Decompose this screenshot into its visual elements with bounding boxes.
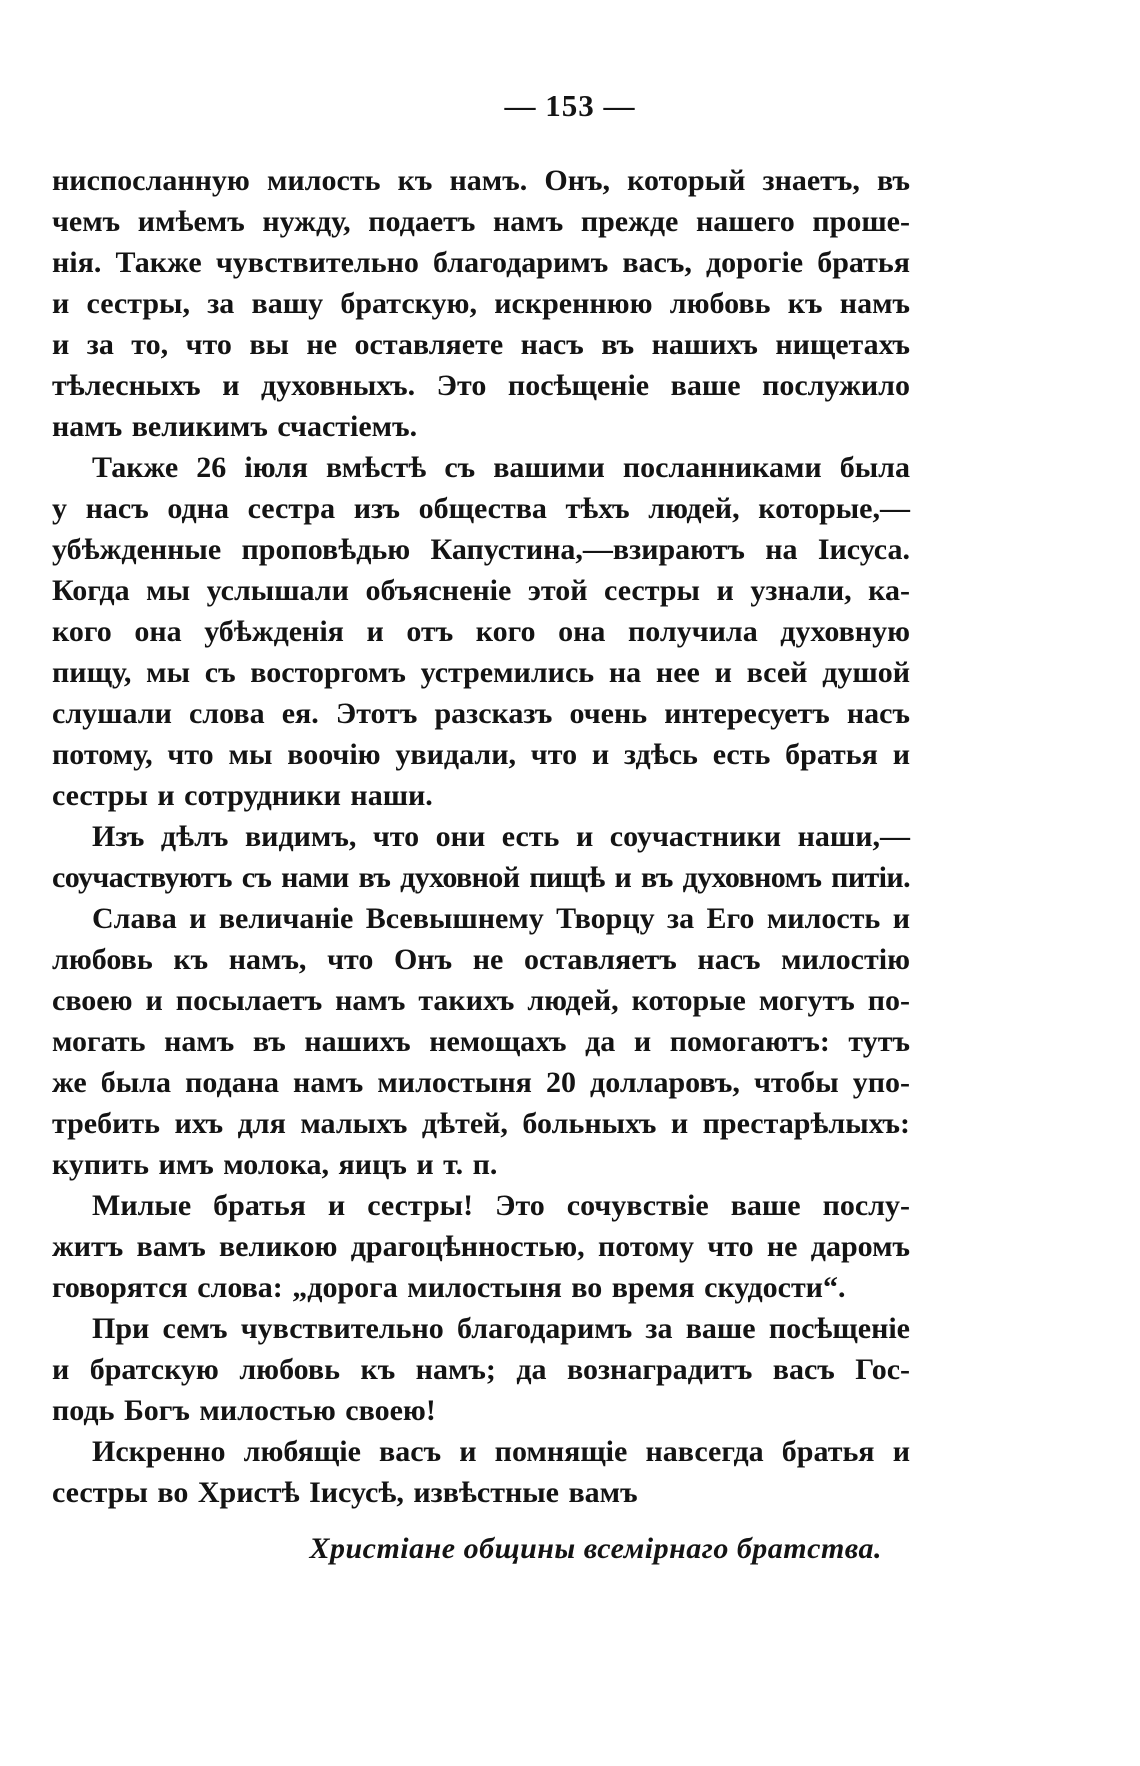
text-line: тѣлесныхъ и духовныхъ. Это посѣщеніе ваше послужило (52, 369, 910, 402)
paragraph-4 (52, 898, 910, 1185)
text-line: слушали слова ея. Этотъ разсказъ очень интересуетъ насъ (52, 697, 910, 730)
text-line: Милые братья и сестры! Это сочувствіе ваше послу- (92, 1189, 910, 1222)
paragraph-7 (52, 1431, 910, 1513)
text-line: же была подана намъ милостыня 20 долларовъ, чтобы упо- (52, 1066, 910, 1099)
text-line: купить имъ молока, яицъ и т. п. (52, 1148, 498, 1181)
text-line: убѣжденные проповѣдью Капустина,—взираютъ на Іисуса. (52, 533, 910, 566)
text-line: требить ихъ для малыхъ дѣтей, больныхъ и престарѣлыхъ: (52, 1107, 910, 1140)
paragraph-5 (52, 1185, 910, 1308)
text-line: сестры во Христѣ Іисусѣ, извѣстные вамъ (52, 1476, 638, 1509)
text-line: сестры и сотрудники наши. (52, 779, 433, 812)
text-line: При семъ чувствительно благодаримъ за ваше посѣщеніе (92, 1312, 910, 1345)
text-line: житъ вамъ великою драгоцѣнностью, потому что не даромъ (52, 1230, 910, 1263)
paragraph-1 (52, 160, 910, 447)
text-line: говорятся слова: „дорога милостыня во время скудости“. (52, 1271, 846, 1304)
text-line: пищу, мы съ восторгомъ устремились на нее и всей душой (52, 656, 910, 689)
paragraph-6 (52, 1308, 910, 1431)
text-line: у насъ одна сестра изъ общества тѣхъ людей, которые,— (52, 492, 910, 525)
text-line: своею и посылаетъ намъ такихъ людей, которые могутъ по- (52, 984, 910, 1017)
text-line: чемъ имѣемъ нужду, подаетъ намъ прежде нашего проше- (52, 205, 910, 238)
text-line: намъ великимъ счастіемъ. (52, 410, 418, 443)
paragraph-3 (52, 816, 910, 898)
text-line: Искренно любящіе васъ и помнящіе навсегда братья и (92, 1435, 910, 1468)
text-line: и братскую любовь къ намъ; да вознаградитъ васъ Гос- (52, 1353, 910, 1386)
text-line: Изъ дѣлъ видимъ, что они есть и соучастники наши,— (92, 820, 910, 853)
text-line: и сестры, за вашу братскую, искреннюю любовь къ намъ (52, 287, 910, 320)
text-line: ниспосланную милость къ намъ. Онъ, который знаетъ, въ (52, 164, 910, 197)
text-line: и за то, что вы не оставляете насъ въ нашихъ нищетахъ (52, 328, 910, 361)
text-line: подь Богъ милостью своею! (52, 1394, 436, 1427)
text-line: Также 26 іюля вмѣстѣ съ вашими посланниками была (92, 451, 910, 484)
text-line: Когда мы услышали объясненіе этой сестры и узнали, ка- (52, 574, 910, 607)
paragraph-2 (52, 447, 910, 816)
signature: Христіане общины всемірнаго братства. (309, 1532, 882, 1565)
text-line: соучаствуютъ съ нами въ духовной пищѣ и въ духовномъ питіи. (52, 861, 910, 894)
text-line: нія. Также чувствительно благодаримъ васъ, дорогіе братья (52, 246, 910, 279)
text-line: Слава и величаніе Всевышнему Творцу за Его милость и (92, 902, 910, 935)
body-text (52, 160, 910, 1513)
text-line: могать намъ въ нашихъ немощахъ да и помогаютъ: тутъ (52, 1025, 910, 1058)
text-line: любовь къ намъ, что Онъ не оставляетъ насъ милостію (52, 943, 910, 976)
text-line: потому, что мы воочію увидали, что и здѣсь есть братья и (52, 738, 910, 771)
page-number: — 153 — (504, 88, 636, 123)
text-line: кого она убѣжденія и отъ кого она получила духовную (52, 615, 910, 648)
